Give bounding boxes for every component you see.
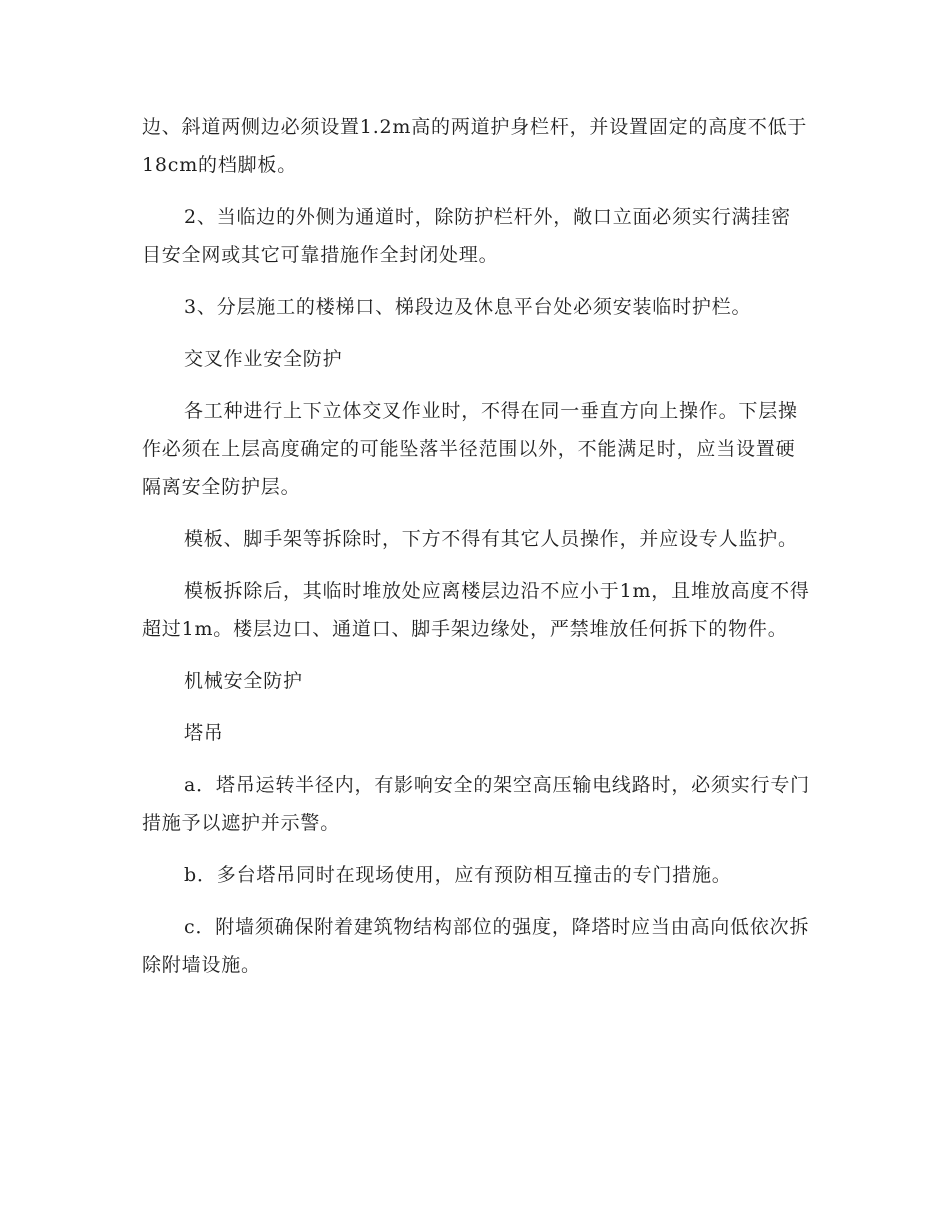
paragraph-item-2: 2、当临边的外侧为通道时，除防护栏杆外，敞口立面必须实行满挂密目安全网或其它可靠措施作全封闭处理。	[142, 206, 791, 266]
heading-tower-crane: 塔吊	[184, 722, 224, 744]
paragraph-item-3: 3、分层施工的楼梯口、梯段边及休息平台处必须安装临时护栏。	[184, 296, 752, 318]
heading-cross-operation: 交叉作业安全防护	[184, 348, 343, 370]
paragraph-storage: 模板拆除后，其临时堆放处应离楼层边沿不应小于1m，且堆放高度不得超过1m。楼层边口、通道口、脚手架边缘处，严禁堆放任何拆下的物件。	[142, 580, 810, 640]
paragraph-dismantling: 模板、脚手架等拆除时，下方不得有其它人员操作，并应设专人监护。	[184, 528, 798, 550]
paragraph-cross-operation: 各工种进行上下立体交叉作业时，不得在同一垂直方向上操作。下层操作必须在上层高度确定的可能坠落半径范围以外，不能满足时，应当设置硬隔离安全防护层。	[142, 400, 798, 498]
paragraph-crane-c: c．附墙须确保附着建筑物结构部位的强度，降塔时应当由高向低依次拆除附墙设施。	[142, 916, 810, 976]
paragraph-crane-a: a．塔吊运转半径内，有影响安全的架空高压输电线路时，必须实行专门措施予以遮护并示警。	[142, 774, 810, 834]
heading-machinery-safety: 机械安全防护	[184, 670, 303, 692]
document-body	[142, 108, 810, 998]
paragraph-railing-continuation: 边、斜道两侧边必须设置1.2m高的两道护身栏杆，并设置固定的高度不低于18cm的档脚板。	[142, 116, 808, 176]
paragraph-crane-b: b．多台塔吊同时在现场使用，应有预防相互撞击的专门措施。	[184, 864, 732, 886]
